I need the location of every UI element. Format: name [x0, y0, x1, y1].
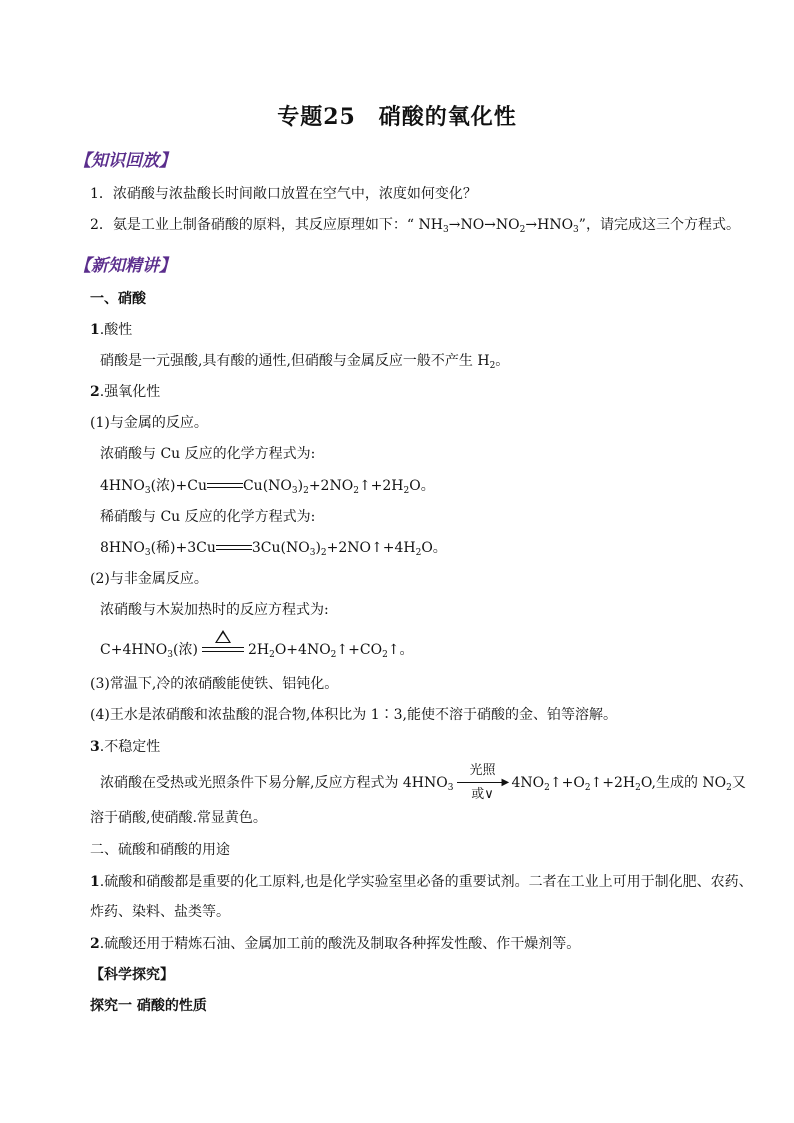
equation-cu-dilute: $8HNO_3$(稀)+3Cu $3Cu(NO_3)_2+2NO↑+4H_2O$。 — [100, 540, 447, 558]
subsection-acidity: 1.酸性 — [90, 322, 133, 338]
metal-reaction-heading: (1)与金属的反应。 — [90, 415, 208, 431]
uses-paragraph-1-cont: 炸药、染料、盐类等。 — [90, 904, 230, 920]
reaction-arrow-icon: 光照 ▶ 或∨ — [457, 773, 507, 793]
section-heading-science: 【科学探究】 — [90, 967, 174, 983]
review-question-2: 2．氨是工业上制备硝酸的原料，其反应原理如下：“ $NH_3\to NO\to NO_2\to HNO_3$”，请完成这三个方程式。 — [90, 217, 740, 235]
nonmetal-reaction-heading: (2)与非金属反应。 — [90, 571, 208, 587]
carbon-label: 浓硝酸与木炭加热时的反应方程式为: — [100, 602, 329, 618]
uses-paragraph-1: 1.硫酸和硝酸都是重要的化工原料,也是化学实验室里必备的重要试剂。二者在工业上可用于制化肥、农药、 — [90, 874, 753, 890]
section-heading-new-knowledge: 【新知精讲】 — [74, 256, 176, 276]
instability-equation: 浓硝酸在受热或光照条件下易分解,反应方程式为 $4HNO_3$ 光照 ▶ 或∨ $4NO_2↑+O_2↑+2H_2O$,生成的 $NO_2$又 — [100, 763, 746, 802]
passivation-text: (3)常温下,冷的浓硝酸能使铁、铝钝化。 — [90, 676, 339, 692]
subsection-instability: 3.不稳定性 — [90, 739, 161, 755]
equation-carbon: $C+4HNO_3$(浓) $2H_2O+4NO_2↑+CO_2↑$。 — [100, 640, 414, 660]
review-question-1: 1．浓硝酸与浓盐酸长时间敞口放置在空气中，浓度如何变化？ — [90, 186, 477, 202]
instability-text-cont: 溶于硝酸,使硝酸.常显黄色。 — [90, 810, 267, 826]
uses-paragraph-2: 2.硫酸还用于精炼石油、金属加工前的酸洗及制取各种挥发性酸、作干燥剂等。 — [90, 936, 581, 952]
part2-heading: 二、硫酸和硝酸的用途 — [90, 842, 230, 858]
equation-cu-concentrated: $4HNO_3$(浓)+Cu $Cu(NO_3)_2+2NO_2↑+2H_2O$。 — [100, 478, 435, 496]
subsection-oxidizing: 2.强氧化性 — [90, 384, 161, 400]
part1-heading: 一、硝酸 — [90, 291, 146, 307]
equals-sign — [216, 538, 252, 558]
section-heading-review: 【知识回放】 — [74, 151, 176, 171]
acidity-text: 硝酸是一元强酸,具有酸的通性,但硝酸与金属反应一般不产生 $H_2$。 — [100, 353, 510, 371]
explore-title: 探究一 硝酸的性质 — [90, 998, 207, 1014]
page-title: 专题25 硝酸的氧化性 — [277, 104, 517, 130]
cu-concentrated-label: 浓硝酸与 Cu 反应的化学方程式为: — [100, 446, 316, 462]
cu-dilute-label: 稀硝酸与 Cu 反应的化学方程式为: — [100, 509, 316, 525]
aqua-regia-text: (4)王水是浓硝酸和浓盐酸的混合物,体积比为 1∶3,能使不溶于硝酸的金、铂等溶解。 — [90, 707, 617, 723]
heat-triangle-icon — [202, 640, 244, 660]
equals-sign — [207, 476, 243, 496]
